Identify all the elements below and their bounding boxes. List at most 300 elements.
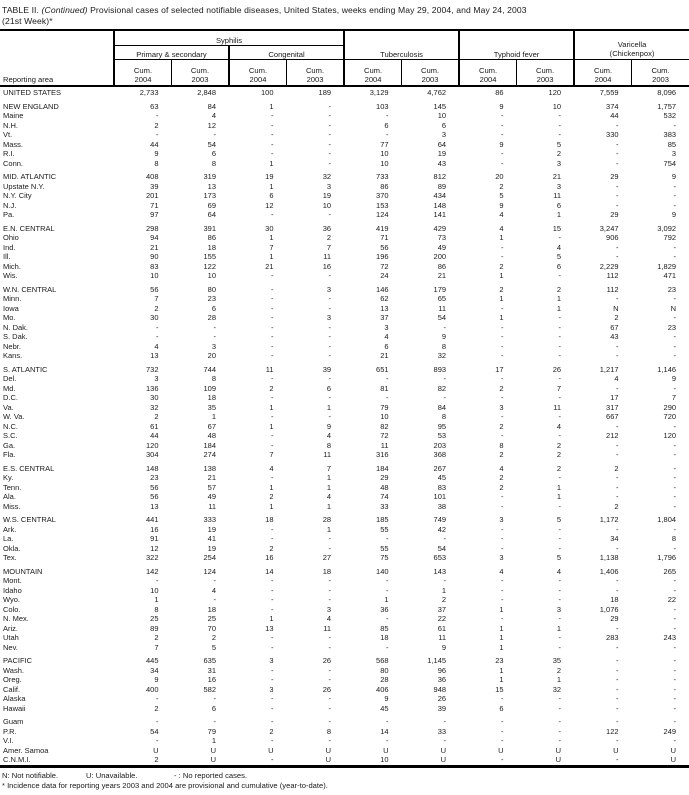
group-header-tuberculosis: Tuberculosis xyxy=(344,30,459,60)
reporting-area-cell: Nev. xyxy=(3,642,18,652)
value-cell: - xyxy=(673,675,677,684)
value-cell: - xyxy=(558,271,562,280)
value-cell: - xyxy=(271,703,274,713)
value-cell: 61 xyxy=(150,421,159,431)
col-header-varicella-cum-2004: Cum. 2004 xyxy=(574,60,632,87)
value-cell: - xyxy=(386,534,389,543)
value-cell: - xyxy=(328,303,332,313)
value-cell: 2 xyxy=(556,665,562,675)
value-cell: - xyxy=(213,595,216,604)
value-cell: - xyxy=(616,736,619,745)
value-cell: 1 xyxy=(499,294,504,303)
value-cell: 391 xyxy=(203,223,216,233)
value-cell: 4,762 xyxy=(427,88,447,97)
value-cell: - xyxy=(501,492,504,501)
reporting-area-cell: D.C. xyxy=(3,393,18,402)
value-cell: - xyxy=(558,130,562,139)
value-cell: - xyxy=(673,576,677,585)
value-cell: - xyxy=(213,130,216,139)
table-row xyxy=(0,130,689,140)
value-cell: - xyxy=(271,139,274,149)
value-cell: 20 xyxy=(495,172,504,181)
value-cell: 11 xyxy=(265,364,274,374)
value-cell: 16 xyxy=(322,261,332,271)
value-cell: 19 xyxy=(437,149,447,158)
reporting-area-header: Reporting area xyxy=(0,30,114,86)
value-cell: 2 xyxy=(614,501,619,511)
value-cell: - xyxy=(616,421,619,431)
value-cell: - xyxy=(616,242,619,252)
value-cell: 74 xyxy=(380,492,389,501)
value-cell: - xyxy=(673,473,677,482)
value-cell: - xyxy=(673,252,677,261)
value-cell: 744 xyxy=(203,364,216,374)
table-row xyxy=(0,694,689,704)
subgroup-header-congenital: Congenital xyxy=(229,46,344,60)
value-cell: 2 xyxy=(269,543,274,553)
value-cell: 54 xyxy=(150,726,159,736)
value-cell: 89 xyxy=(437,181,447,191)
reporting-area-cell: Tex. xyxy=(3,553,17,562)
value-cell: - xyxy=(328,341,332,351)
reporting-area-cell: Idaho xyxy=(3,585,22,595)
value-cell: 86 xyxy=(207,233,216,242)
value-cell: 39 xyxy=(322,364,332,374)
reporting-area-cell: Miss. xyxy=(3,501,21,511)
value-cell: - xyxy=(558,332,562,341)
value-cell: 283 xyxy=(606,633,619,642)
value-cell: 9 xyxy=(154,675,159,684)
value-cell: - xyxy=(386,736,389,745)
value-cell: - xyxy=(156,717,159,726)
value-cell: - xyxy=(558,717,562,726)
value-cell: 23 xyxy=(207,294,216,303)
value-cell: - xyxy=(501,252,504,261)
value-cell: - xyxy=(673,242,677,252)
value-cell: 3 xyxy=(499,553,504,562)
value-cell: 53 xyxy=(437,431,447,440)
value-cell: 86 xyxy=(380,181,389,191)
table-row xyxy=(0,704,689,714)
value-cell: - xyxy=(501,374,504,383)
value-cell: - xyxy=(616,755,619,764)
value-cell: 189 xyxy=(318,88,332,97)
value-cell: 91 xyxy=(150,534,159,543)
value-cell: - xyxy=(328,585,332,595)
table-row xyxy=(0,294,689,304)
table-row xyxy=(0,332,689,342)
value-cell: - xyxy=(271,303,274,313)
value-cell: 8 xyxy=(326,726,332,736)
value-cell: 4 xyxy=(326,431,332,440)
value-cell: 7 xyxy=(326,463,332,473)
value-cell: - xyxy=(271,294,274,303)
value-cell: 23 xyxy=(150,473,159,482)
reporting-area-cell: PACIFIC xyxy=(3,656,33,665)
reporting-area-cell: Vt. xyxy=(3,130,13,139)
table-row xyxy=(0,422,689,432)
value-cell: 5 xyxy=(499,191,504,200)
value-cell: 67 xyxy=(610,322,619,332)
reporting-area-cell: Okla. xyxy=(3,543,21,553)
value-cell: 9 xyxy=(384,694,389,703)
table-row xyxy=(0,384,689,394)
value-cell: 3 xyxy=(269,684,274,694)
value-cell: 148 xyxy=(433,200,447,210)
table-title xyxy=(0,0,689,27)
value-cell: 3 xyxy=(556,181,562,191)
value-cell: - xyxy=(673,482,677,492)
value-cell: 26 xyxy=(437,694,447,703)
value-cell: 1 xyxy=(441,585,447,595)
reporting-area-cell: NEW ENGLAND xyxy=(3,101,59,111)
value-cell: 84 xyxy=(207,101,216,111)
value-cell: 29 xyxy=(610,210,619,219)
value-cell: 64 xyxy=(437,139,447,149)
value-cell: 21 xyxy=(207,473,216,482)
reporting-area-cell: C.N.M.I. xyxy=(3,755,31,764)
value-cell: U xyxy=(210,745,216,755)
value-cell: 249 xyxy=(663,726,677,736)
value-cell: 2 xyxy=(211,633,216,642)
value-cell: - xyxy=(271,524,274,534)
value-cell: 2 xyxy=(154,120,159,130)
value-cell: 25 xyxy=(207,614,216,623)
value-cell: 419 xyxy=(376,223,389,233)
value-cell: - xyxy=(558,120,562,130)
value-cell: - xyxy=(271,642,274,652)
value-cell: 5 xyxy=(556,515,562,524)
value-cell: 8,096 xyxy=(657,88,677,97)
col-header-syphilis-ps-cum-2003: Cum. 2003 xyxy=(172,60,230,87)
reporting-area-cell: Ind. xyxy=(3,242,16,252)
value-cell: 120 xyxy=(663,431,677,440)
value-cell: 4 xyxy=(384,332,389,341)
value-cell: 1 xyxy=(269,421,274,431)
value-cell: 2 xyxy=(499,181,504,191)
value-cell: 29 xyxy=(380,473,389,482)
value-cell: 124 xyxy=(376,210,389,219)
value-cell: 28 xyxy=(207,313,216,322)
value-cell: 11 xyxy=(323,450,332,459)
reporting-area-cell: Md. xyxy=(3,383,16,393)
value-cell: - xyxy=(673,181,677,191)
value-cell: N xyxy=(613,303,619,313)
table-row xyxy=(0,159,689,169)
value-cell: 138 xyxy=(203,463,216,473)
value-cell: - xyxy=(328,139,332,149)
table-row xyxy=(0,271,689,281)
value-cell: 2 xyxy=(556,284,562,294)
value-cell: 9 xyxy=(671,172,677,181)
value-cell: - xyxy=(386,585,389,595)
table-row xyxy=(0,262,689,272)
reporting-area-cell: P.R. xyxy=(3,726,17,736)
value-cell: - xyxy=(616,341,619,351)
value-cell: 32 xyxy=(552,684,562,694)
value-cell: 44 xyxy=(610,111,619,120)
value-cell: 31 xyxy=(207,665,216,675)
value-cell: 1 xyxy=(326,482,332,492)
value-cell: 120 xyxy=(548,88,562,97)
reporting-area-cell: Mont. xyxy=(3,576,22,585)
value-cell: 3 xyxy=(441,130,447,139)
value-cell: - xyxy=(558,341,562,351)
value-cell: 319 xyxy=(203,172,216,181)
value-cell: - xyxy=(271,585,274,595)
value-cell: 64 xyxy=(207,210,216,219)
value-cell: 203 xyxy=(433,440,447,450)
value-cell: - xyxy=(558,694,562,703)
value-cell: 3 xyxy=(671,149,677,158)
value-cell: - xyxy=(386,614,389,623)
value-cell: 10 xyxy=(380,149,389,158)
value-cell: - xyxy=(673,623,677,633)
value-cell: 7 xyxy=(269,450,274,459)
value-cell: - xyxy=(271,149,274,158)
value-cell: - xyxy=(616,675,619,684)
value-cell: 65 xyxy=(437,294,447,303)
value-cell: 136 xyxy=(145,383,159,393)
reporting-area-cell: Pa. xyxy=(3,210,15,219)
value-cell: - xyxy=(328,101,332,111)
value-cell: U xyxy=(440,745,447,755)
value-cell: 23 xyxy=(667,284,677,294)
value-cell: 8 xyxy=(441,412,447,421)
value-cell: 3 xyxy=(211,341,216,351)
value-cell: 733 xyxy=(376,172,389,181)
value-cell: 2 xyxy=(614,463,619,473)
table-row xyxy=(0,586,689,596)
col-header-tb-cum-2004: Cum. 2004 xyxy=(344,60,402,87)
value-cell: 3,129 xyxy=(369,88,389,97)
value-cell: 2 xyxy=(269,492,274,501)
table-row xyxy=(0,595,689,605)
value-cell: - xyxy=(616,656,619,665)
value-cell: - xyxy=(213,694,216,703)
value-cell: 185 xyxy=(376,515,389,524)
value-cell: - xyxy=(271,604,274,614)
value-cell: 21 xyxy=(437,271,447,280)
value-cell: 43 xyxy=(437,158,447,168)
value-cell: 429 xyxy=(433,223,447,233)
value-cell: 5 xyxy=(556,252,562,261)
value-cell: - xyxy=(213,322,216,332)
reporting-area-cell: Colo. xyxy=(3,604,21,614)
table-row xyxy=(0,111,689,121)
value-cell: - xyxy=(673,421,677,431)
value-cell: 36 xyxy=(322,223,332,233)
value-cell: 11 xyxy=(438,633,447,642)
value-cell: 101 xyxy=(433,492,447,501)
value-cell: - xyxy=(616,543,619,553)
reporting-area-cell: Amer. Samoa xyxy=(3,745,49,755)
reporting-area-cell: N.J. xyxy=(3,200,17,210)
value-cell: 1,172 xyxy=(599,515,619,524)
value-cell: 179 xyxy=(433,284,447,294)
value-cell: - xyxy=(501,351,504,360)
value-cell: 145 xyxy=(433,101,447,111)
value-cell: - xyxy=(328,149,332,158)
value-cell: 667 xyxy=(606,412,619,421)
value-cell: - xyxy=(328,374,332,383)
reporting-area-cell: Nebr. xyxy=(3,341,21,351)
value-cell: 69 xyxy=(207,200,216,210)
value-cell: - xyxy=(673,332,677,341)
value-cell: 83 xyxy=(437,482,447,492)
value-cell: - xyxy=(558,736,562,745)
value-cell: 4 xyxy=(269,463,274,473)
value-cell: - xyxy=(271,332,274,341)
value-cell: 265 xyxy=(663,566,677,576)
value-cell: 15 xyxy=(552,223,562,233)
group-header-varicella xyxy=(574,30,689,60)
value-cell: 749 xyxy=(433,515,447,524)
table-row xyxy=(0,473,689,483)
value-cell: 55 xyxy=(380,524,389,534)
reporting-area-cell: W.N. CENTRAL xyxy=(3,284,57,294)
value-cell: - xyxy=(271,694,274,703)
value-cell: - xyxy=(558,642,562,652)
value-cell: - xyxy=(328,633,332,642)
value-cell: 9 xyxy=(499,139,504,149)
value-cell: U xyxy=(325,745,332,755)
value-cell: - xyxy=(328,576,332,585)
value-cell: 49 xyxy=(207,492,216,501)
value-cell: 9 xyxy=(154,149,159,158)
value-cell: - xyxy=(558,473,562,482)
value-cell: 85 xyxy=(667,139,677,149)
value-cell: 71 xyxy=(150,200,159,210)
value-cell: U xyxy=(440,755,447,764)
table-row xyxy=(0,727,689,737)
value-cell: 48 xyxy=(380,482,389,492)
table-row xyxy=(0,140,689,150)
table-row xyxy=(0,525,689,535)
reporting-area-cell: Mo. xyxy=(3,313,16,322)
value-cell: 18 xyxy=(207,242,216,252)
value-cell: 86 xyxy=(495,88,504,97)
value-cell: - xyxy=(616,200,619,210)
table-row xyxy=(0,441,689,451)
value-cell: U xyxy=(670,755,677,764)
value-cell: - xyxy=(616,665,619,675)
value-cell: - xyxy=(558,374,562,383)
value-cell: U xyxy=(613,745,619,755)
value-cell: 304 xyxy=(145,450,159,459)
reporting-area-cell: Tenn. xyxy=(3,482,22,492)
value-cell: 16 xyxy=(150,524,159,534)
value-cell: 7 xyxy=(326,242,332,252)
reporting-area-cell: Upstate N.Y. xyxy=(3,181,45,191)
value-cell: 4 xyxy=(326,492,332,501)
value-cell: 56 xyxy=(150,492,159,501)
reporting-area-cell: Fla. xyxy=(3,450,16,459)
value-cell: 5 xyxy=(556,553,562,562)
value-cell: 4 xyxy=(556,421,562,431)
value-cell: 8 xyxy=(441,341,447,351)
value-cell: 1,138 xyxy=(599,553,619,562)
incidence-note: * Incidence data for reporting years 2003 and 2004 are provisional and cumulative (year-to-date). xyxy=(2,781,328,790)
value-cell: 3 xyxy=(499,515,504,524)
value-cell: 9 xyxy=(441,332,447,341)
reporting-area-cell: Guam xyxy=(3,717,24,726)
value-cell: - xyxy=(673,604,677,614)
value-cell: 56 xyxy=(380,242,389,252)
value-cell: - xyxy=(328,675,332,684)
value-cell: - xyxy=(616,351,619,360)
value-cell: - xyxy=(673,642,677,652)
value-cell: - xyxy=(271,576,274,585)
value-cell: - xyxy=(328,595,332,604)
value-cell: 13 xyxy=(265,623,274,633)
value-cell: - xyxy=(616,294,619,303)
value-cell: 56 xyxy=(150,482,159,492)
value-cell: 30 xyxy=(150,313,159,322)
value-cell: - xyxy=(616,139,619,149)
value-cell: 1 xyxy=(499,271,504,280)
value-cell: - xyxy=(213,332,216,341)
value-cell: 196 xyxy=(376,252,389,261)
value-cell: 1 xyxy=(556,482,562,492)
value-cell: 2 xyxy=(154,703,159,713)
group-header-syphilis: Syphilis xyxy=(114,30,344,46)
value-cell: - xyxy=(558,322,562,332)
value-cell: 1 xyxy=(499,604,504,614)
reporting-area-cell: Hawaii xyxy=(3,703,26,713)
value-cell: 13 xyxy=(150,501,159,511)
value-cell: 9 xyxy=(671,210,677,219)
value-cell: 44 xyxy=(150,139,159,149)
value-cell: - xyxy=(501,595,504,604)
value-cell: 122 xyxy=(606,726,619,736)
value-cell: - xyxy=(386,111,389,120)
value-cell: - xyxy=(501,322,504,332)
value-cell: 21 xyxy=(380,351,389,360)
value-cell: - xyxy=(501,149,504,158)
value-cell: 124 xyxy=(203,566,216,576)
value-cell: 582 xyxy=(203,684,216,694)
reporting-area-cell: Mich. xyxy=(3,261,21,271)
table-row xyxy=(0,224,689,234)
value-cell: 3 xyxy=(326,284,332,294)
value-cell: 10 xyxy=(150,585,159,595)
value-cell: 146 xyxy=(376,284,389,294)
value-cell: 67 xyxy=(207,421,216,431)
table-row xyxy=(0,614,689,624)
value-cell: 317 xyxy=(606,402,619,412)
table-row xyxy=(0,365,689,375)
value-cell: 89 xyxy=(150,623,159,633)
value-cell: 54 xyxy=(437,543,447,553)
value-cell: 1 xyxy=(211,412,216,421)
value-cell: 6 xyxy=(556,200,562,210)
value-cell: 29 xyxy=(610,172,619,181)
value-cell: - xyxy=(558,595,562,604)
value-cell: 11 xyxy=(208,501,216,511)
value-cell: 406 xyxy=(376,684,389,694)
value-cell: U xyxy=(498,745,504,755)
notifiable-diseases-table xyxy=(0,29,689,768)
value-cell: - xyxy=(328,111,332,120)
value-cell: 41 xyxy=(207,534,216,543)
table-row xyxy=(0,755,689,766)
value-cell: 72 xyxy=(380,261,389,271)
group-header-typhoid-fever: Typhoid fever xyxy=(459,30,574,60)
value-cell: - xyxy=(616,623,619,633)
value-cell: - xyxy=(156,576,159,585)
table-row xyxy=(0,633,689,643)
